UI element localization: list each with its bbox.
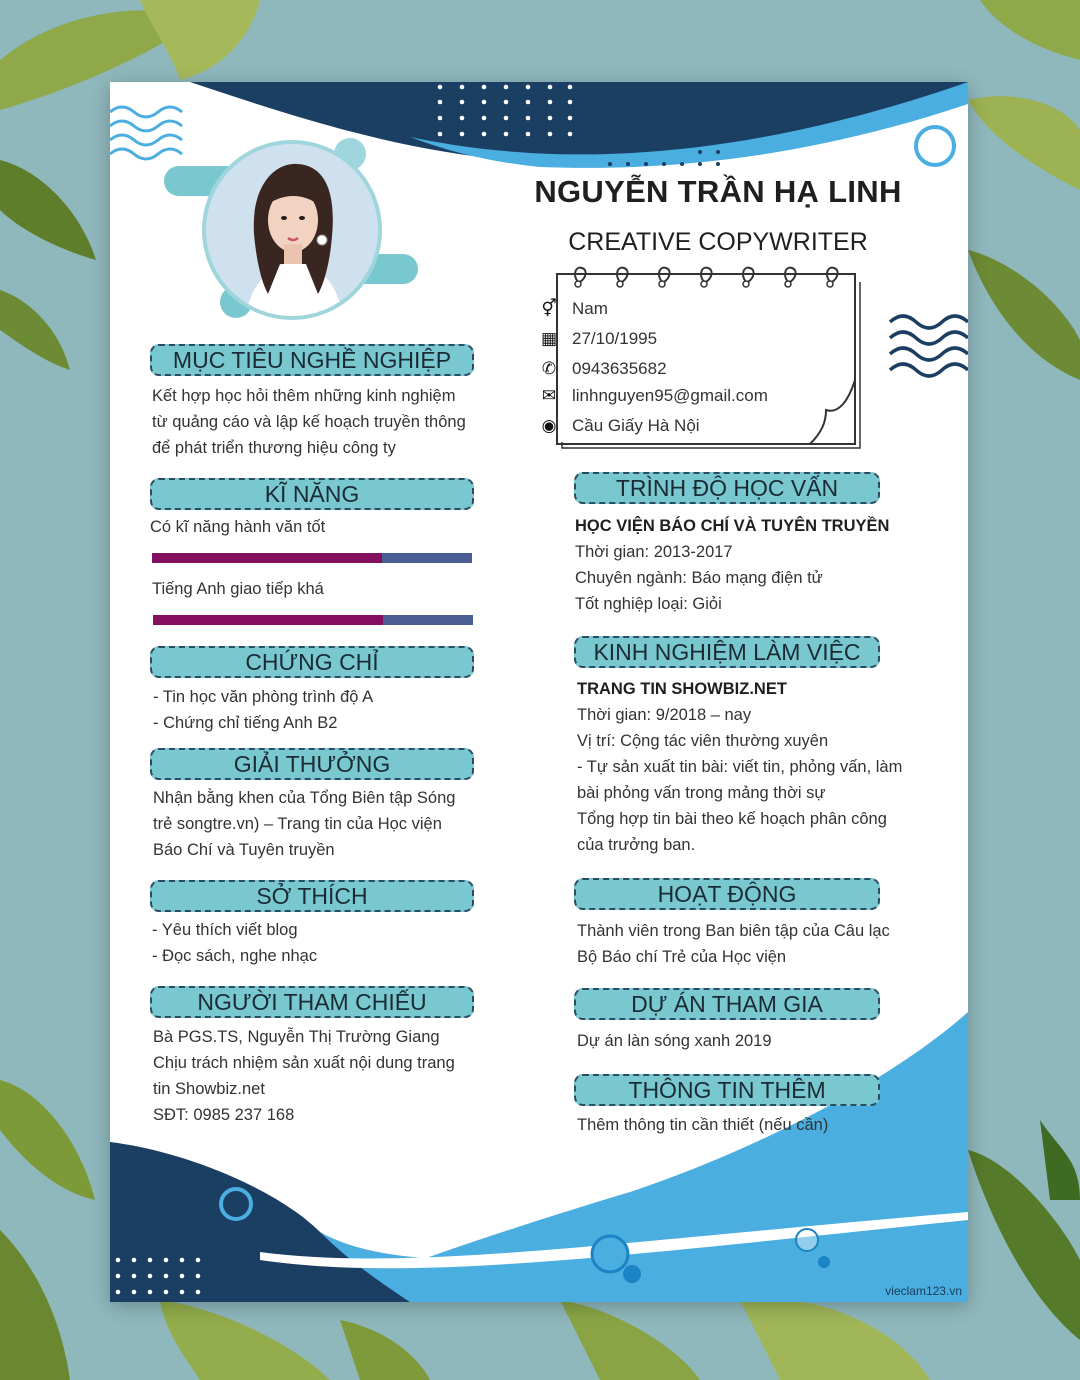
section-objective-heading: MỤC TIÊU NGHỀ NGHIỆP xyxy=(150,344,474,376)
projects-line-1: Dự án làn sóng xanh 2019 xyxy=(577,1032,772,1050)
objective-line-3: để phát triển thương hiệu công ty xyxy=(152,439,396,457)
section-awards-heading: GIẢI THƯỞNG xyxy=(150,748,474,780)
cert-line-2: - Chứng chỉ tiếng Anh B2 xyxy=(153,714,338,732)
contact-birthday xyxy=(540,326,658,352)
skill-label-1: Có kĩ năng hành văn tốt xyxy=(150,518,326,536)
hobby-line-1: - Yêu thích viết blog xyxy=(152,921,298,939)
contact-birthday-value: 27/10/1995 xyxy=(572,329,658,348)
more-info-line-1: Thêm thông tin cần thiết (nếu cần) xyxy=(577,1116,829,1134)
section-hobbies-heading: SỞ THÍCH xyxy=(150,880,474,912)
phone-icon: ✆ xyxy=(541,359,557,378)
contact-email xyxy=(541,383,768,409)
resume-page xyxy=(110,82,968,1302)
skill-bar-2 xyxy=(153,615,473,625)
cert-line-1: - Tin học văn phòng trình độ A xyxy=(153,688,374,706)
section-experience-heading: KINH NGHIỆM LÀM VIỆC xyxy=(574,636,880,668)
education-line-1: Thời gian: 2013-2017 xyxy=(575,543,733,561)
section-certs-heading: CHỨNG CHỈ xyxy=(150,646,474,678)
experience-line-5: Tổng hợp tin bài theo kế hoạch phân công xyxy=(577,810,887,828)
experience-line-6: của trưởng ban. xyxy=(577,836,696,854)
experience-company: TRANG TIN SHOWBIZ.NET xyxy=(577,680,787,698)
candidate-name: NGUYỄN TRẦN HẠ LINH xyxy=(534,174,902,209)
reference-line-4: SĐT: 0985 237 168 xyxy=(153,1106,295,1124)
contact-address xyxy=(541,413,700,439)
profile-photo xyxy=(206,144,378,316)
experience-line-2: Vị trí: Cộng tác viên thường xuyên xyxy=(577,732,829,750)
activities-line-2: Bộ Báo chí Trẻ của Học viện xyxy=(577,948,787,966)
brand-watermark: vieclam123.vn xyxy=(885,1284,962,1298)
contact-address-value: Cầu Giấy Hà Nội xyxy=(572,416,700,435)
contact-phone xyxy=(541,356,667,382)
location-icon: ◉ xyxy=(541,416,557,435)
contact-phone-value: 0943635682 xyxy=(572,359,667,378)
experience-line-3: - Tự sản xuất tin bài: viết tin, phỏng vấn, làm xyxy=(577,758,903,776)
awards-line-2: trẻ songtre.vn) – Trang tin của Học viện xyxy=(153,815,442,833)
education-school: HỌC VIỆN BÁO CHÍ VÀ TUYÊN TRUYỀN xyxy=(575,517,890,535)
skill-bar-1 xyxy=(152,553,472,563)
contact-email-value: linhnguyen95@gmail.com xyxy=(572,386,768,405)
contact-gender-value: Nam xyxy=(572,299,608,318)
reference-line-3: tin Showbiz.net xyxy=(153,1080,265,1098)
section-more-info-heading: THÔNG TIN THÊM xyxy=(574,1074,880,1106)
objective-line-2: từ quảng cáo và lập kế hoạch truyền thông xyxy=(152,413,466,431)
skill-bar-2-fill xyxy=(153,615,383,625)
section-skills-heading: KĨ NĂNG xyxy=(150,478,474,510)
skill-bar-1-fill xyxy=(152,553,382,563)
education-line-3: Tốt nghiệp loại: Giỏi xyxy=(575,595,722,613)
section-references-heading: NGƯỜI THAM CHIẾU xyxy=(150,986,474,1018)
education-line-2: Chuyên ngành: Báo mạng điện tử xyxy=(575,569,823,587)
candidate-role: CREATIVE COPYWRITER xyxy=(568,228,868,256)
experience-line-1: Thời gian: 9/2018 – nay xyxy=(577,706,752,724)
section-activities-heading: HOẠT ĐỘNG xyxy=(574,878,880,910)
contact-gender xyxy=(541,296,608,322)
awards-line-1: Nhận bằng khen của Tổng Biên tập Sóng xyxy=(153,789,456,807)
activities-line-1: Thành viên trong Ban biên tập của Câu lạc xyxy=(577,922,890,940)
section-projects-heading: DỰ ÁN THAM GIA xyxy=(574,988,880,1020)
hobby-line-2: - Đọc sách, nghe nhạc xyxy=(152,947,318,965)
reference-line-1: Bà PGS.TS, Nguyễn Thị Trường Giang xyxy=(153,1028,440,1046)
experience-line-4: bài phỏng vấn trong mảng thời sự xyxy=(577,784,826,802)
objective-line-1: Kết hợp học hỏi thêm những kinh nghiệm xyxy=(152,387,456,405)
section-education-heading: TRÌNH ĐỘ HỌC VẤN xyxy=(574,472,880,504)
awards-line-3: Báo Chí và Tuyên truyền xyxy=(153,841,335,859)
skill-label-2: Tiếng Anh giao tiếp khá xyxy=(152,580,324,598)
avatar xyxy=(202,140,382,320)
gender-icon: ⚥ xyxy=(541,299,557,318)
reference-line-2: Chịu trách nhiệm sản xuất nội dung trang xyxy=(153,1054,455,1072)
calendar-icon: ▦ xyxy=(540,329,558,348)
email-icon: ✉ xyxy=(541,386,557,405)
